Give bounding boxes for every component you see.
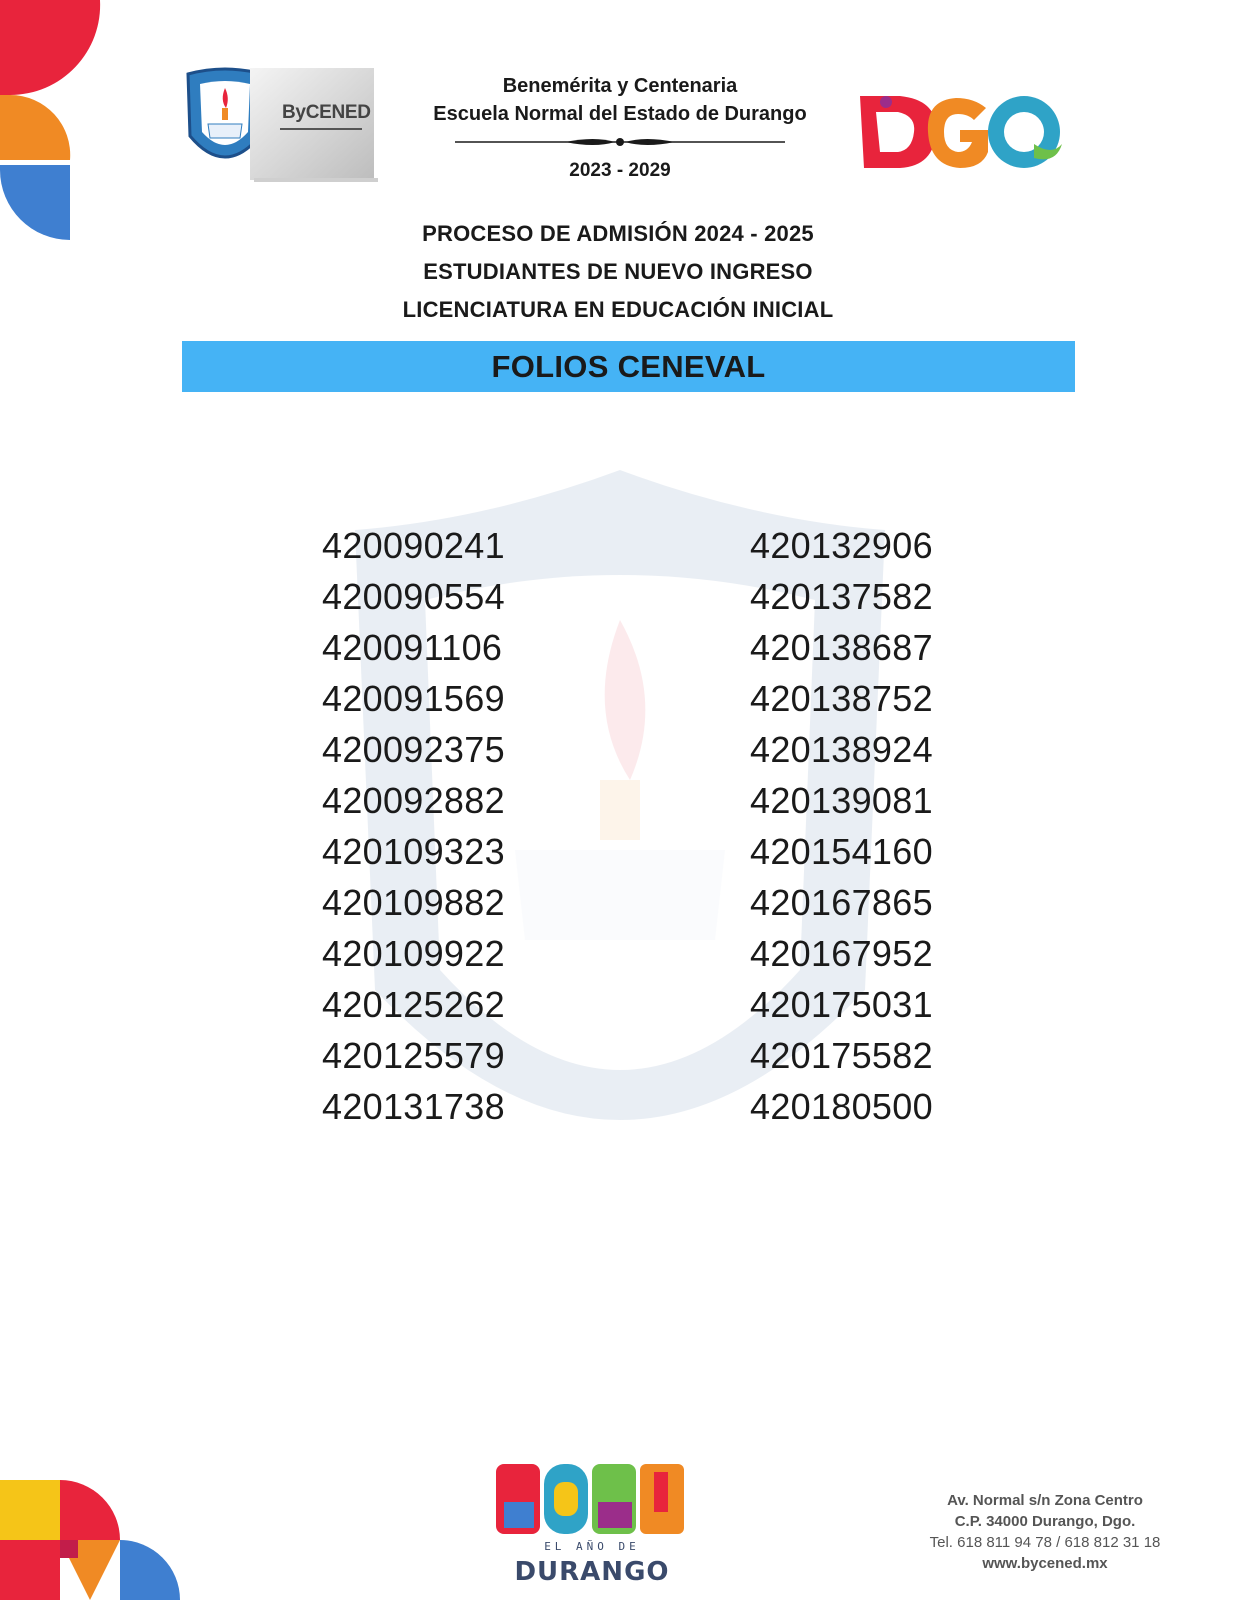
phone-numbers: Tel. 618 811 94 78 / 618 812 31 18 (929, 1534, 1161, 1551)
folio-item: 420131738 (322, 1086, 505, 1127)
dgo-logo (856, 86, 1070, 176)
institution-line2: Escuela Normal del Estado de Durango (433, 103, 807, 125)
title-admission-process: PROCESO DE ADMISIÓN 2024 - 2025 (422, 221, 814, 246)
folio-item: 420167865 (750, 882, 933, 923)
folio-item: 420132906 (750, 525, 933, 566)
document-titles (300, 215, 936, 329)
folio-item: 420175031 (750, 984, 933, 1025)
institution-line1: Benemérita y Centenaria (502, 75, 738, 97)
website-link[interactable]: www.bycened.mx (982, 1555, 1108, 1572)
folio-item: 420138687 (750, 627, 933, 668)
folio-item: 420091106 (322, 627, 503, 668)
corner-decoration-top (0, 0, 110, 240)
ornament-divider (455, 134, 785, 150)
svg-text:DURANGO: DURANGO (514, 1557, 670, 1587)
bycened-logo-card (250, 68, 380, 184)
bycened-logo-text: ByCENED (282, 102, 371, 123)
folios-banner (182, 341, 1075, 392)
folio-item: 420090554 (322, 576, 505, 617)
folio-item: 420092375 (322, 729, 505, 770)
folio-item: 420138924 (750, 729, 933, 770)
folio-item: 420109323 (322, 831, 505, 872)
footer-address (920, 1490, 1170, 1574)
folio-item: 420109882 (322, 882, 505, 923)
folio-item: 420180500 (750, 1086, 933, 1127)
folio-item: 420092882 (322, 780, 505, 821)
folio-item: 420125579 (322, 1035, 505, 1076)
folios-column-left (322, 520, 505, 1132)
institution-header (400, 72, 840, 182)
folio-item: 420167952 (750, 933, 933, 974)
address-line1: Av. Normal s/n Zona Centro (947, 1492, 1143, 1509)
folio-item: 420090241 (322, 525, 505, 566)
folio-item: 420125262 (322, 984, 505, 1025)
folio-item: 420091569 (322, 678, 505, 719)
folios-column-right (750, 520, 933, 1132)
folio-item: 420139081 (750, 780, 933, 821)
svg-text:EL AÑO DE: EL AÑO DE (544, 1540, 640, 1553)
corner-decoration-bottom (0, 1480, 180, 1600)
title-new-students: ESTUDIANTES DE NUEVO INGRESO (423, 259, 813, 284)
folio-item: 420137582 (750, 576, 933, 617)
folio-item: 420175582 (750, 1035, 933, 1076)
institution-period: 2023 - 2029 (569, 160, 671, 181)
folios-banner-label: FOLIOS CENEVAL (491, 348, 766, 384)
year-of-durango-2024-logo (494, 1462, 690, 1592)
folio-item: 420154160 (750, 831, 933, 872)
title-degree-program: LICENCIATURA EN EDUCACIÓN INICIAL (402, 297, 834, 322)
folio-item: 420109922 (322, 933, 505, 974)
address-line2: C.P. 34000 Durango, Dgo. (954, 1513, 1136, 1530)
folio-item: 420138752 (750, 678, 933, 719)
